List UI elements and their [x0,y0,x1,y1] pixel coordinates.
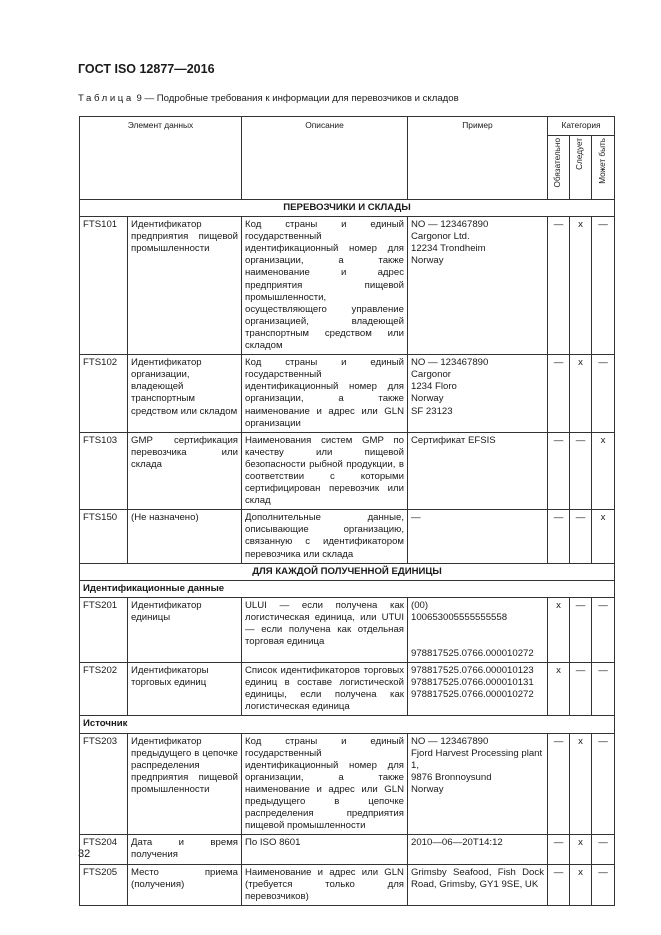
row-may: — [592,355,615,433]
row-code: FTS204 [80,835,128,864]
row-description: Наименование и адрес или GLN (требуется только для перевозчиков) [242,864,408,905]
table-row [80,510,615,563]
row-code: FTS103 [80,432,128,510]
header-row [80,117,615,136]
row-example: NO — 123467890 Cargonor Ltd. 12234 Trondheim Norway [408,217,548,355]
header-example: Пример [408,117,548,200]
page-number: 32 [78,848,91,860]
row-example: 2010—06—20Т14:12 [408,835,548,864]
row-example: 978817525.0766.000010123 978817525.0766.000010131 978817525.0766.000010272 [408,663,548,716]
group-row-source [80,716,615,733]
row-description: Список идентификаторов торговых единиц в составе логистической единицы, если получена как логистическая единица [242,663,408,716]
requirements-table [79,116,615,906]
row-element: Идентификатор организации, владеющей транспортным средством или складом [128,355,242,433]
header-element: Элемент данных [80,117,242,200]
row-description: По ISO 8601 [242,835,408,864]
row-element: GMP сертификация перевозчика или склада [128,432,242,510]
caption-number: 9 [136,93,142,104]
row-code: FTS101 [80,217,128,355]
row-example: NO — 123467890 Fjord Harvest Processing plant 1, 9876 Bronnoysund Norway [408,733,548,835]
group-title: Источник [80,716,615,733]
row-should: х [570,864,592,905]
row-mandatory: — [548,510,570,563]
row-mandatory: — [548,355,570,433]
row-code: FTS102 [80,355,128,433]
table-row [80,663,615,716]
section-title: ДЛЯ КАЖДОЙ ПОЛУЧЕННОЙ ЕДИНИЦЫ [80,563,615,580]
row-description: Код страны и единый государственный идентификационный номер для организации, а также наименование и адрес или GLN организации [242,355,408,433]
row-code: FTS202 [80,663,128,716]
row-may: — [592,597,615,662]
row-example: Grimsby Seafood, Fish Dock Road, Grimsby, GY1 9SE, UK [408,864,548,905]
row-should: х [570,217,592,355]
row-should: х [570,835,592,864]
row-should: — [570,663,592,716]
row-should: х [570,733,592,835]
table-row [80,835,615,864]
row-element: Идентификатор предприятия пищевой промышленности [128,217,242,355]
row-mandatory: х [548,597,570,662]
document-title: ГОСТ ISO 12877—2016 [78,62,215,76]
row-example: NO — 123467890 Cargonor 1234 Floro Norway SF 23123 [408,355,548,433]
header-mandatory: Обязательно [553,138,563,188]
row-may: — [592,835,615,864]
row-element: (Не назначено) [128,510,242,563]
group-row-identification [80,580,615,597]
row-should: х [570,355,592,433]
row-mandatory: — [548,864,570,905]
row-example: Сертификат EFSIS [408,432,548,510]
row-code: FTS201 [80,597,128,662]
row-mandatory: — [548,432,570,510]
caption-label: Таблица [78,93,134,104]
row-element: Идентификаторы торговых единиц [128,663,242,716]
table-row [80,432,615,510]
row-may: х [592,510,615,563]
table-row [80,864,615,905]
group-title: Идентификационные данные [80,580,615,597]
row-code: FTS150 [80,510,128,563]
section-title: ПЕРЕВОЗЧИКИ И СКЛАДЫ [80,200,615,217]
row-mandatory: х [548,663,570,716]
row-description: Код страны и единый государственный идентификационный номер для организации, а также наименование и адрес или GLN предыдущего в цепочке распределения предприятия пищевой промышленности [242,733,408,835]
section-row-carriers [80,200,615,217]
row-may: — [592,217,615,355]
row-example: — [408,510,548,563]
section-row-units [80,563,615,580]
table-row [80,733,615,835]
row-should: — [570,432,592,510]
row-may: — [592,733,615,835]
row-description: Наименования систем GMP по качеству или пищевой безопасности рыбной продукции, в соответствии с которыми сертифицирован перевозчик или склад [242,432,408,510]
row-should: — [570,510,592,563]
row-element: Дата и время получения [128,835,242,864]
row-example: (00) 100653005555555558 978817525.0766.000010272 [408,597,548,662]
table-row [80,597,615,662]
header-should: Следует [575,138,585,170]
header-category: Категория [548,117,615,136]
table-row [80,355,615,433]
table-caption [78,93,459,104]
row-mandatory: — [548,217,570,355]
row-mandatory: — [548,733,570,835]
row-code: FTS203 [80,733,128,835]
row-description: Код страны и единый государственный идентификационный номер для организации, а также наименование и адрес предприятия пищевой промышленности, осуществляющего управление организацией, владеющей транспортным средством или складом [242,217,408,355]
row-may: — [592,864,615,905]
header-may: Может быть [597,138,607,184]
row-element: Идентификатор предыдущего в цепочке распределения предприятия пищевой промышленности [128,733,242,835]
row-element: Идентификатор единицы [128,597,242,662]
row-should: — [570,597,592,662]
row-description: ULUI — если получена как логистическая единица, или UTUI — если получена как отдельная торговая единица [242,597,408,662]
row-may: х [592,432,615,510]
header-description: Описание [242,117,408,200]
table-row [80,217,615,355]
row-mandatory: — [548,835,570,864]
row-description: Дополнительные данные, описывающие организацию, связанную с идентификатором перевозчика или склада [242,510,408,563]
caption-text: — Подробные требования к информации для перевозчиков и складов [144,93,459,104]
row-element: Место приема (получения) [128,864,242,905]
row-code: FTS205 [80,864,128,905]
row-may: — [592,663,615,716]
